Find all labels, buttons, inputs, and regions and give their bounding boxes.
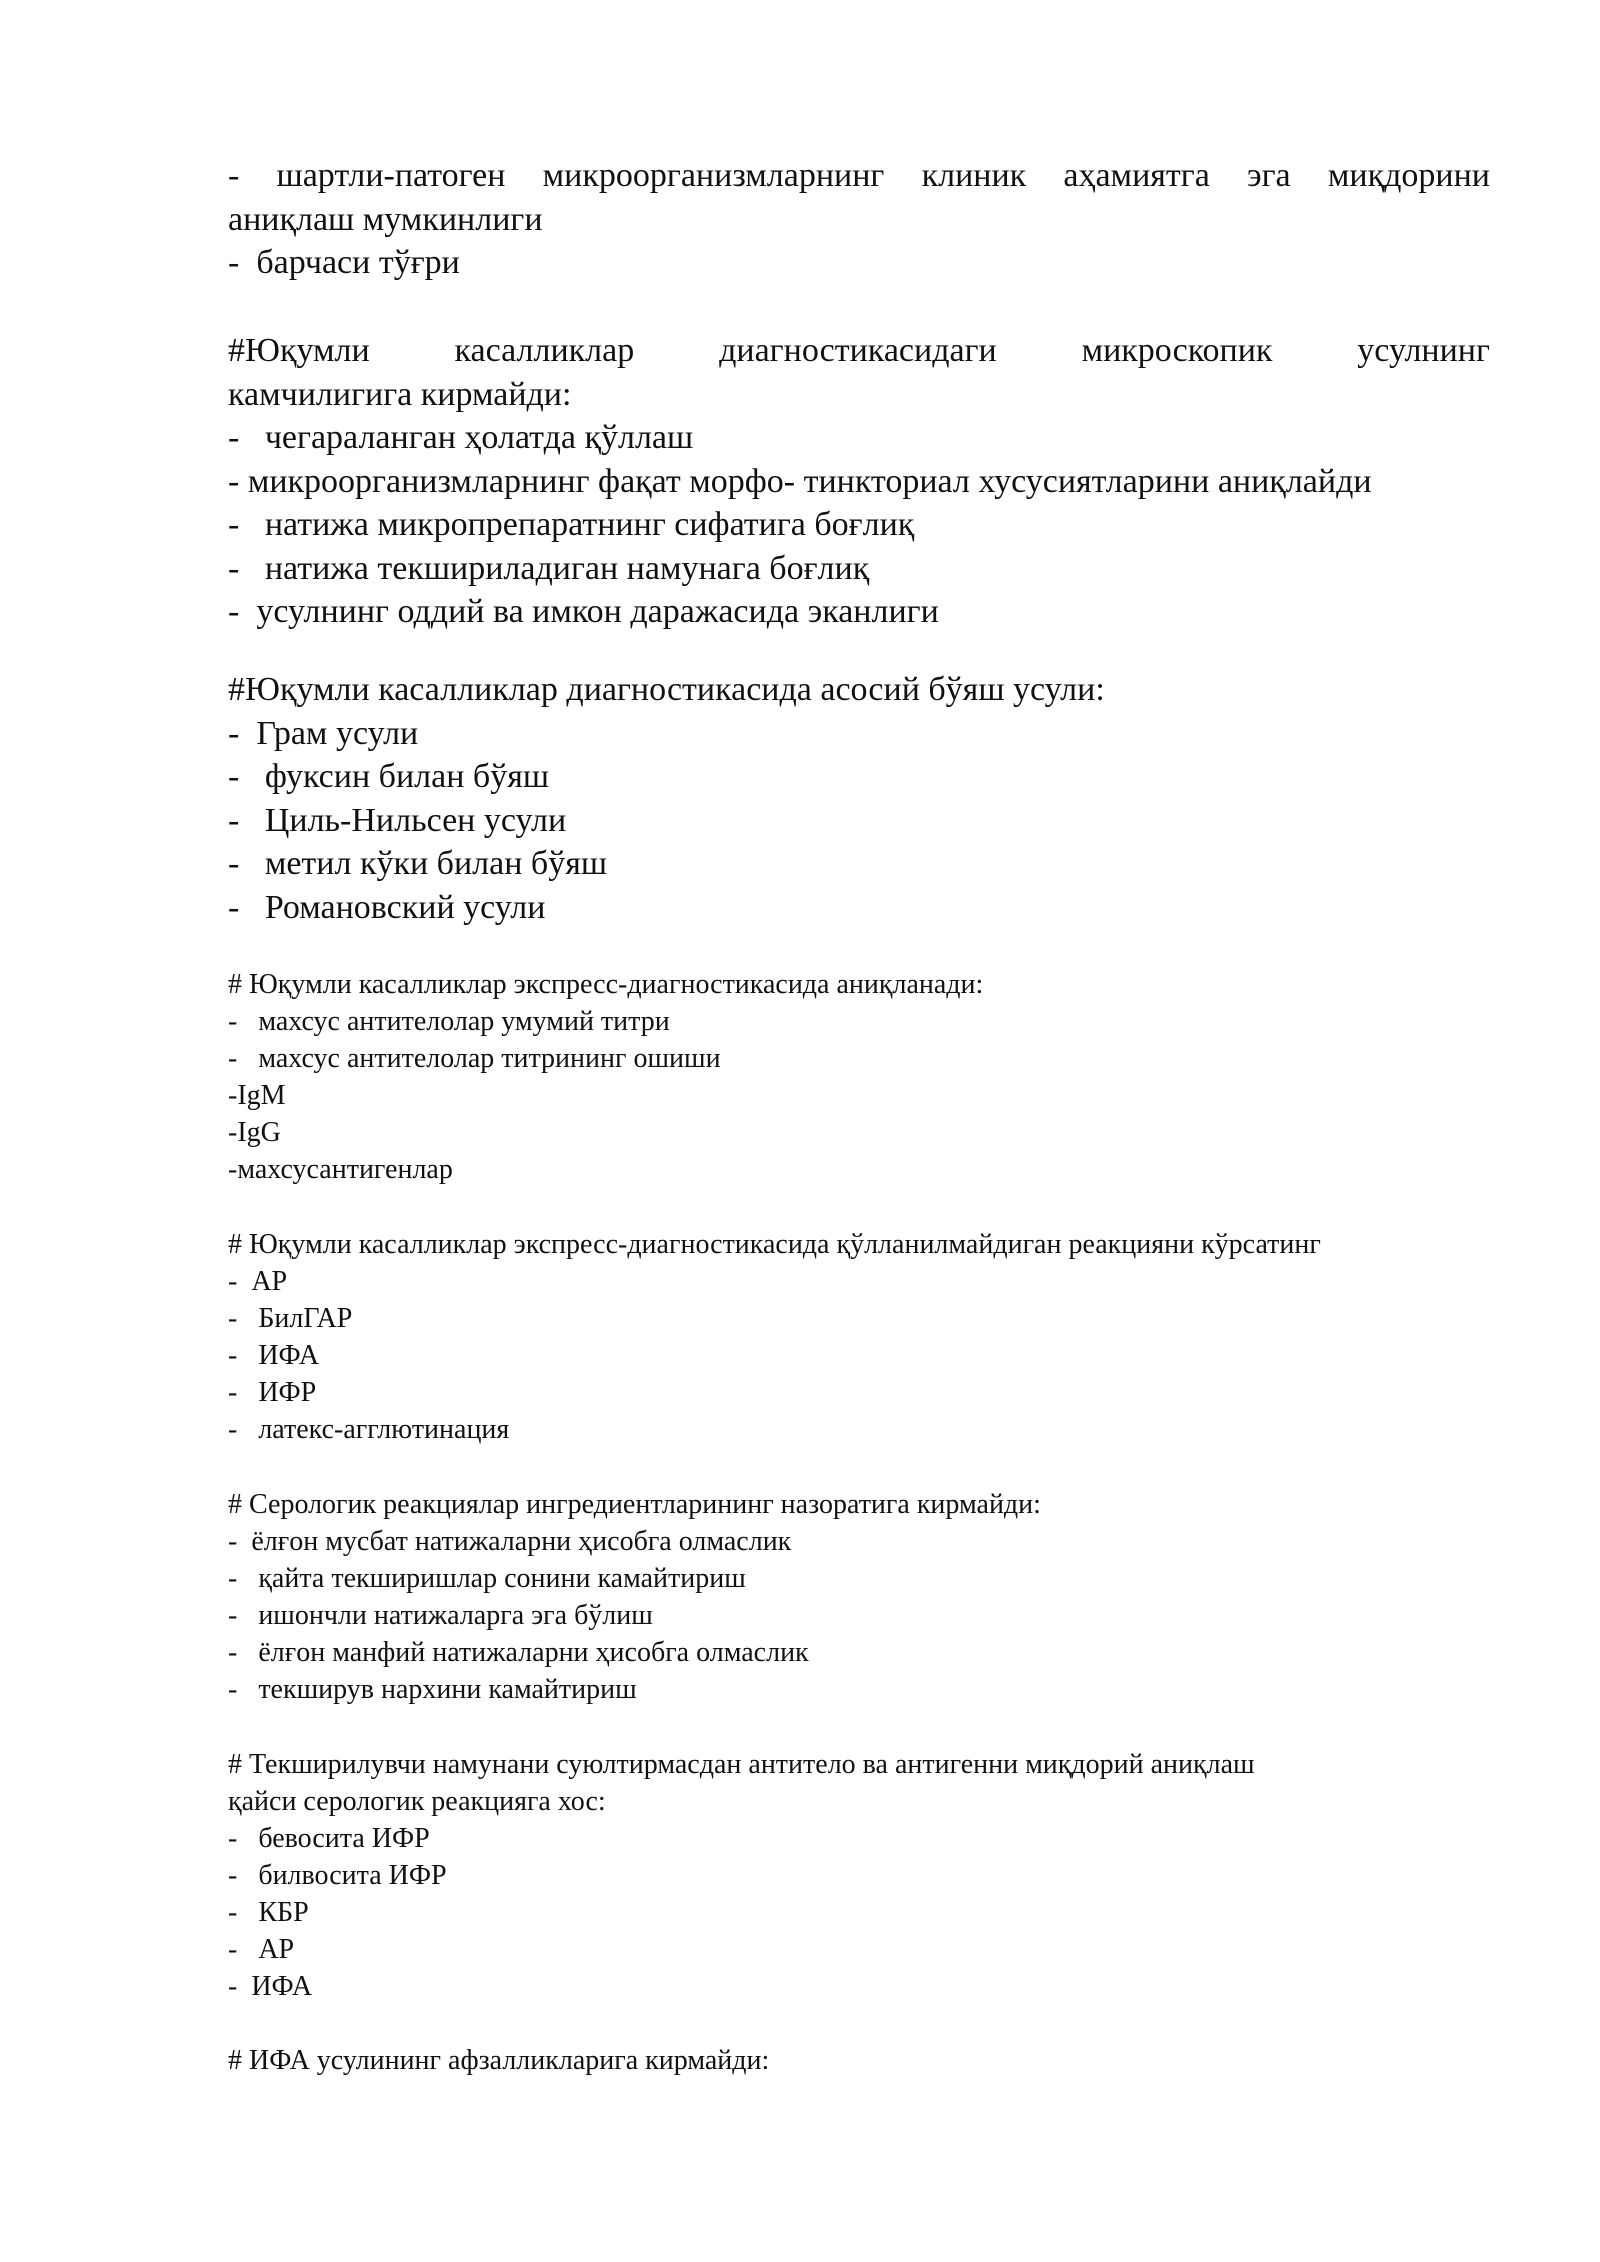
answer-option: - БилГАР bbox=[228, 1303, 353, 1334]
answer-option: - бевосита ИФР bbox=[228, 1823, 430, 1854]
question-block-2 bbox=[228, 329, 1490, 634]
question-title: # Юқумли касалликлар экспресс-диагностикасида аниқланади: bbox=[228, 969, 984, 1000]
answer-option: - АР bbox=[228, 1934, 295, 1965]
word: #Юқумли bbox=[228, 332, 370, 369]
word: диагностикасидаги bbox=[719, 332, 997, 369]
justified-line bbox=[228, 154, 1490, 198]
word: клиник bbox=[921, 157, 1027, 194]
question-title-line2: камчилигига кирмайди: bbox=[228, 375, 572, 413]
answer-option: - текширув нархини камайтириш bbox=[228, 1674, 637, 1705]
question-title-line2: қайси серологик реакцияга хос: bbox=[228, 1786, 606, 1817]
answer-option: - КБР bbox=[228, 1897, 309, 1928]
question-title: # ИФА усулининг афзалликларига кирмайди: bbox=[228, 2045, 770, 2076]
question-block-7 bbox=[228, 1746, 1490, 2005]
answer-option: - махсус антителолар умумий титри bbox=[228, 1006, 670, 1037]
word: - bbox=[228, 157, 240, 194]
question-block-8 bbox=[228, 2042, 1490, 2079]
answer-option: - барчаси тўғри bbox=[228, 244, 460, 281]
answer-option: - ИФА bbox=[228, 1971, 313, 2002]
word: касалликлар bbox=[454, 332, 635, 369]
answer-option: - ёлғон мусбат натижаларни ҳисобга олмаслик bbox=[228, 1526, 792, 1557]
answer-option: - натижа текшириладиган намунага боғлиқ bbox=[228, 549, 870, 587]
word: микроскопик bbox=[1081, 332, 1273, 369]
word: эга bbox=[1247, 157, 1291, 194]
question-block-1-continuation bbox=[228, 154, 1490, 285]
question-block-5 bbox=[228, 1226, 1490, 1448]
question-title-justified bbox=[228, 329, 1490, 373]
question-title: # Серологик реакциялар ингредиентларининг назоратига кирмайди: bbox=[228, 1489, 1041, 1520]
text-line: аниқлаш мумкинлиги bbox=[228, 200, 543, 238]
word: микроорганизмларнинг bbox=[542, 157, 885, 194]
answer-option: -IgG bbox=[228, 1117, 281, 1148]
answer-option: -IgM bbox=[228, 1080, 286, 1111]
answer-option: -махсусантигенлар bbox=[228, 1154, 453, 1185]
answer-option: - Романовский усули bbox=[228, 888, 546, 926]
answer-option: - натижа микропрепаратнинг сифатига боғлиқ bbox=[228, 506, 915, 543]
answer-option: - Грам усули bbox=[228, 714, 419, 752]
answer-option: - ишончли натижаларга эга бўлиш bbox=[228, 1600, 653, 1631]
answer-option: - Циль-Нильсен усули bbox=[228, 801, 567, 839]
answer-option: - фуксин билан бўяш bbox=[228, 758, 550, 795]
word: усулнинг bbox=[1357, 332, 1490, 369]
answer-option: - ИФА bbox=[228, 1340, 320, 1371]
question-title: # Текширилувчи намунани суюлтирмасдан антитело ва антигенни миқдорий аниқлаш bbox=[228, 1749, 1255, 1780]
answer-option: - махсус антителолар титрининг ошиши bbox=[228, 1043, 721, 1074]
answer-option: - микроорганизмларнинг фақат морфо- тинкториал хусусиятларини аниқлайди bbox=[228, 462, 1372, 500]
answer-option: - латекс-агглютинация bbox=[228, 1414, 510, 1445]
answer-option: - метил кўки билан бўяш bbox=[228, 845, 608, 882]
question-block-4 bbox=[228, 966, 1490, 1188]
answer-option: - ёлғон манфий натижаларни ҳисобга олмаслик bbox=[228, 1637, 809, 1668]
question-block-6 bbox=[228, 1486, 1490, 1708]
answer-option: - усулнинг оддий ва имкон даражасида эканлиги bbox=[228, 593, 939, 630]
word: аҳамиятга bbox=[1063, 157, 1210, 194]
answer-option: - қайта текширишлар сонини камайтириш bbox=[228, 1563, 746, 1594]
answer-option: - чегараланган ҳолатда қўллаш bbox=[228, 419, 694, 456]
answer-option: - билвосита ИФР bbox=[228, 1860, 447, 1891]
answer-option: - АР bbox=[228, 1266, 288, 1297]
question-title: # Юқумли касалликлар экспресс-диагностикасида қўлланилмайдиган реакцияни кўрсатинг bbox=[228, 1229, 1321, 1260]
answer-option: - ИФР bbox=[228, 1377, 317, 1408]
word: шартли-патоген bbox=[276, 157, 506, 194]
word: миқдорини bbox=[1327, 157, 1490, 194]
question-block-3 bbox=[228, 668, 1490, 929]
question-title: #Юқумли касалликлар диагностикасида асосий бўяш усули: bbox=[228, 671, 1105, 708]
